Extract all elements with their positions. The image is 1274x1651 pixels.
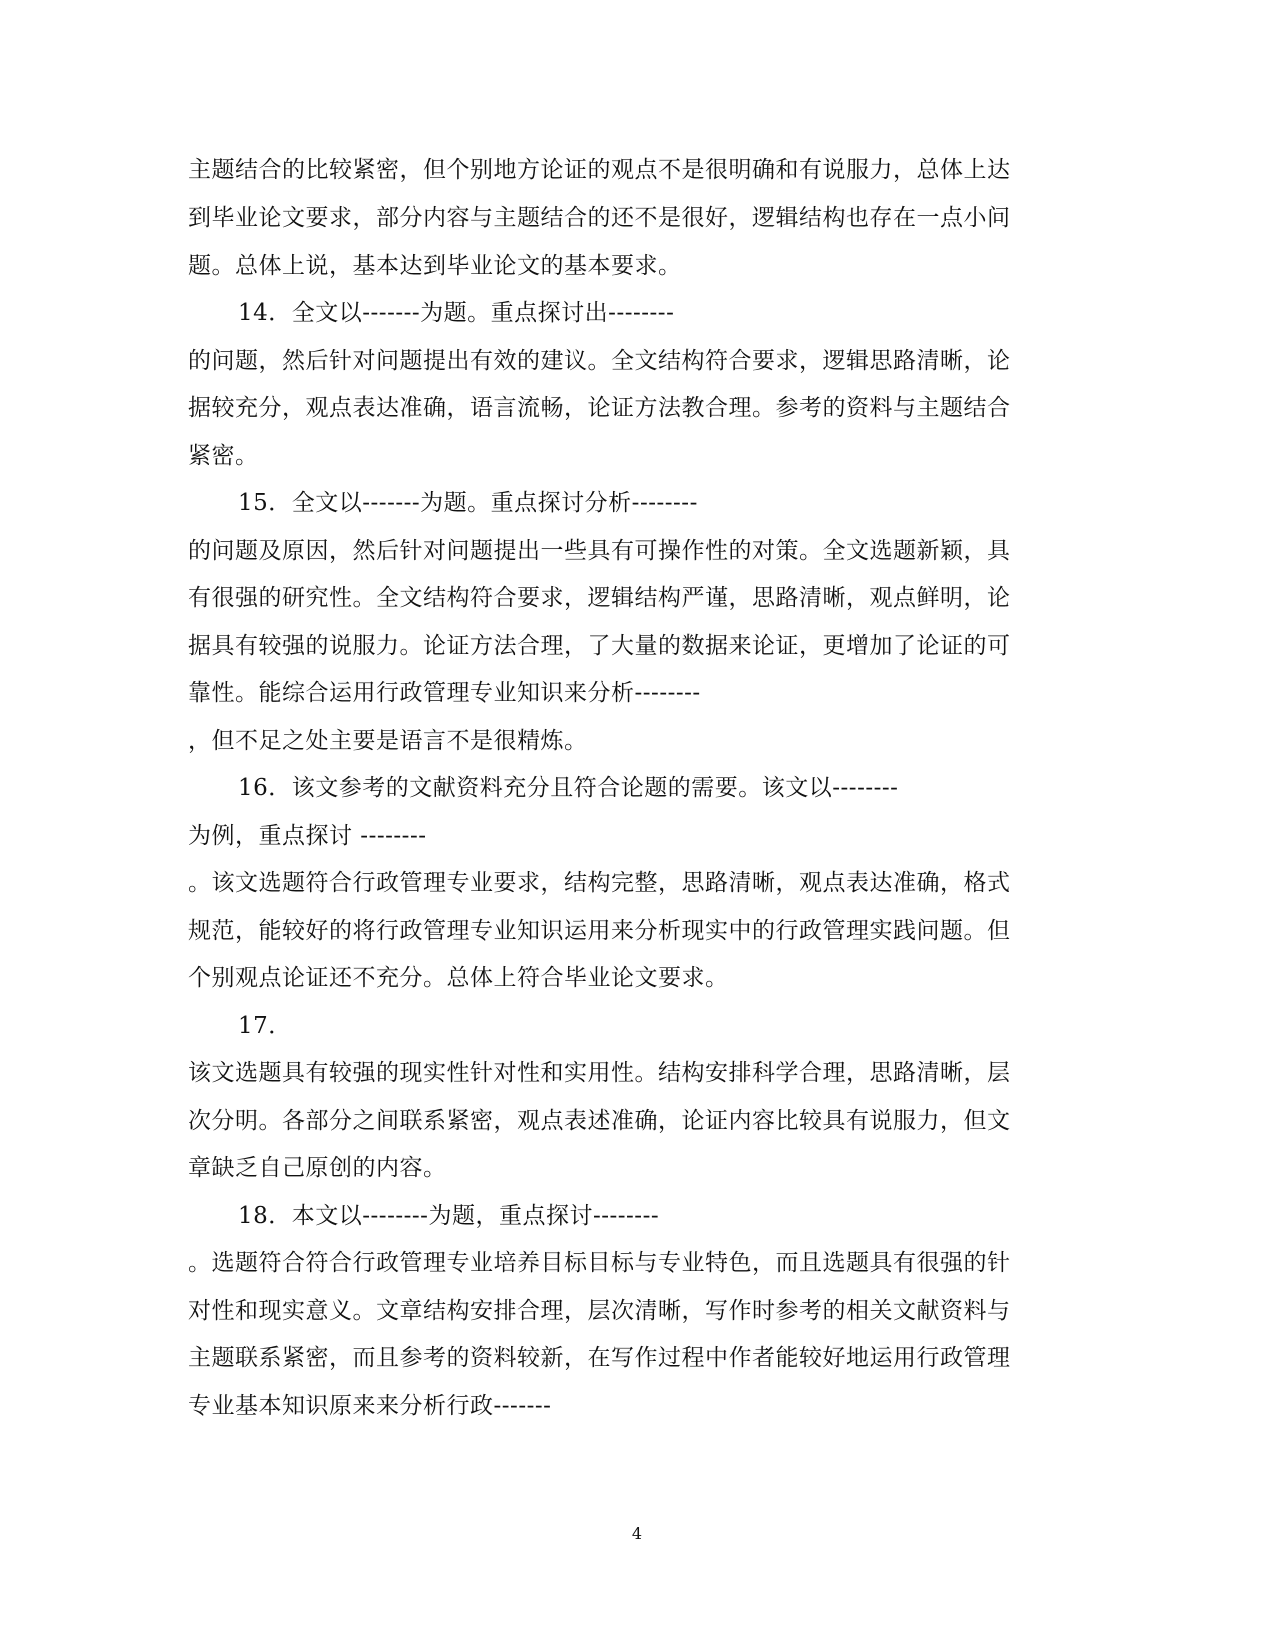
body-text-line: 次分明。各部分之间联系紧密，观点表述准确，论证内容比较具有说服力，但文: [188, 1108, 1011, 1134]
item-heading-14: 14．全文以-------为题。重点探讨出--------: [238, 300, 675, 326]
item-heading-15: 15．全文以-------为题。重点探讨分析--------: [238, 490, 698, 516]
body-text-line: 。选题符合符合行政管理专业培养目标目标与专业特色，而且选题具有很强的针: [188, 1250, 1011, 1276]
body-text-line: 紧密。: [188, 443, 259, 469]
body-text-line: 的问题，然后针对问题提出有效的建议。全文结构符合要求，逻辑思路清晰，论: [188, 348, 1011, 374]
body-text-line: 。该文选题符合行政管理专业要求，结构完整，思路清晰，观点表达准确，格式: [188, 870, 1011, 896]
body-text-line: 主题结合的比较紧密，但个别地方论证的观点不是很明确和有说服力，总体上达: [188, 157, 1011, 183]
body-text-line: ，但不足之处主要是语言不是很精炼。: [188, 728, 588, 754]
body-text-line: 靠性。能综合运用行政管理专业知识来分析--------: [188, 680, 701, 706]
body-text-line: 题。总体上说，基本达到毕业论文的基本要求。: [188, 253, 682, 279]
body-text-line: 该文选题具有较强的现实性针对性和实用性。结构安排科学合理，思路清晰，层: [188, 1060, 1011, 1086]
body-text-line: 个别观点论证还不充分。总体上符合毕业论文要求。: [188, 965, 729, 991]
body-text-line: 规范，能较好的将行政管理专业知识运用来分析现实中的行政管理实践问题。但: [188, 918, 1011, 944]
body-text-line: 章缺乏自己原创的内容。: [188, 1155, 447, 1181]
body-text-line: 有很强的研究性。全文结构符合要求，逻辑结构严谨，思路清晰，观点鲜明，论: [188, 585, 1011, 611]
item-heading-16: 16．该文参考的文献资料充分且符合论题的需要。该文以--------: [238, 775, 899, 801]
body-text-line: 的问题及原因，然后针对问题提出一些具有可操作性的对策。全文选题新颖，具: [188, 538, 1011, 564]
body-text-line: 据具有较强的说服力。论证方法合理，了大量的数据来论证，更增加了论证的可: [188, 633, 1011, 659]
body-text-line: 到毕业论文要求，部分内容与主题结合的还不是很好，逻辑结构也存在一点小问: [188, 205, 1011, 231]
item-heading-17: 17．: [238, 1013, 292, 1039]
body-text-line: 主题联系紧密，而且参考的资料较新，在写作过程中作者能较好地运用行政管理: [188, 1345, 1011, 1371]
body-text-line: 据较充分，观点表达准确，语言流畅，论证方法教合理。参考的资料与主题结合: [188, 395, 1011, 421]
item-heading-18: 18．本文以--------为题，重点探讨--------: [238, 1203, 660, 1229]
body-text-line: 对性和现实意义。文章结构安排合理，层次清晰，写作时参考的相关文献资料与: [188, 1298, 1011, 1324]
page-number: 4: [631, 1524, 643, 1543]
body-text-line: 为例，重点探讨 --------: [188, 823, 427, 849]
body-text-line: 专业基本知识原来来分析行政-------: [188, 1393, 552, 1419]
